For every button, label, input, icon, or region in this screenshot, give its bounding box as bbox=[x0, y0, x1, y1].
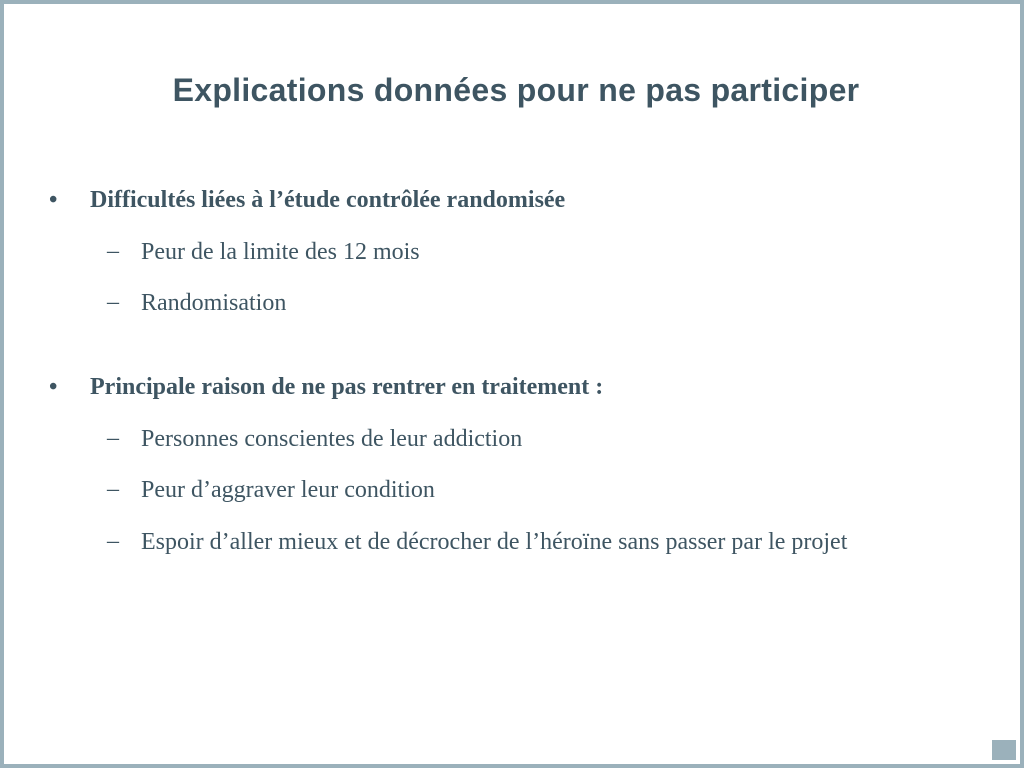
dash-icon: – bbox=[107, 425, 119, 451]
sub-bullet-text: Randomisation bbox=[141, 290, 287, 316]
bullet-icon: • bbox=[49, 374, 58, 400]
bullet-icon: • bbox=[49, 187, 58, 213]
sub-bullet-text: Peur d’aggraver leur condition bbox=[141, 477, 435, 503]
sub-bullet-text: Espoir d’aller mieux et de décrocher de l’héroïne sans passer par le projet bbox=[141, 529, 848, 555]
corner-decoration bbox=[992, 740, 1016, 760]
sub-bullet-text: Peur de la limite des 12 mois bbox=[141, 239, 420, 265]
sub-bullet-text: Personnes conscientes de leur addiction bbox=[141, 426, 523, 452]
dash-icon: – bbox=[107, 289, 119, 315]
dash-icon: – bbox=[107, 238, 119, 264]
slide-title: Explications données pour ne pas participer bbox=[172, 72, 860, 108]
dash-icon: – bbox=[107, 528, 119, 554]
bullet-heading: Principale raison de ne pas rentrer en traitement : bbox=[90, 374, 604, 400]
bullet-heading: Difficultés liées à l’étude contrôlée randomisée bbox=[90, 187, 566, 213]
dash-icon: – bbox=[107, 476, 119, 502]
